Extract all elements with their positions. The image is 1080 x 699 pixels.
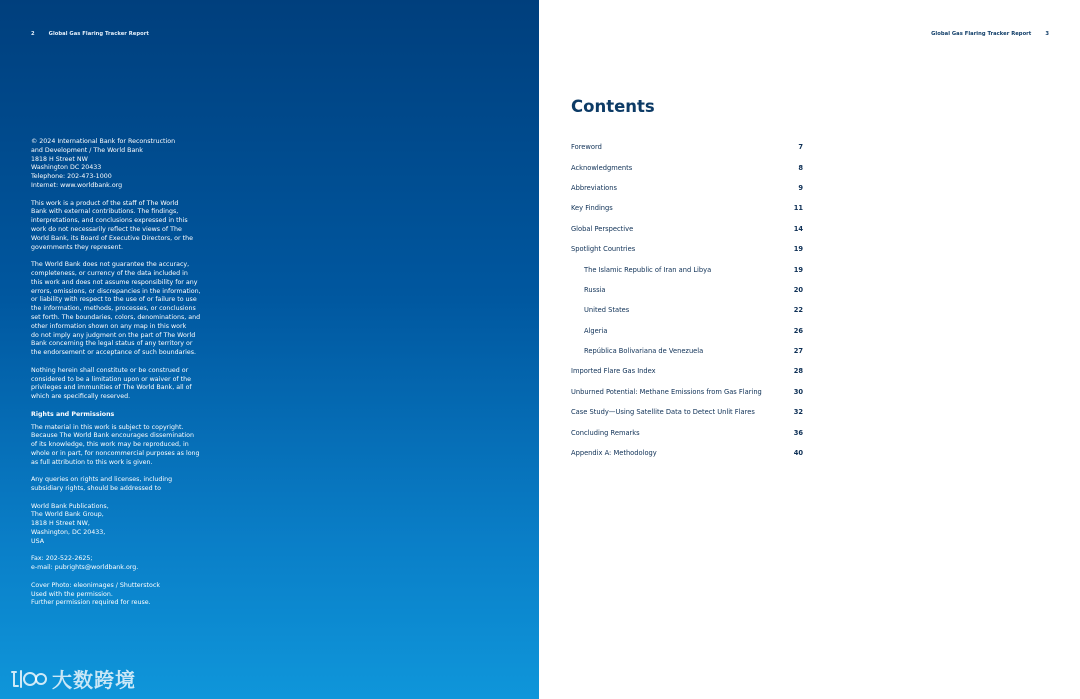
publications-address: World Bank Publications, The World Bank Group, 1818 H Street NW, Washington, DC 20433, USA — [31, 502, 109, 545]
toc-entry[interactable] — [571, 402, 803, 422]
watermark-text: 大数跨境 — [52, 668, 136, 692]
left-page-copyright — [0, 0, 539, 699]
left-header-title: Global Gas Flaring Tracker Report — [48, 31, 149, 37]
toc-entry-label: Abbreviations — [571, 183, 617, 192]
toc-entry[interactable] — [571, 178, 803, 198]
toc-entry-label: Acknowledgments — [571, 163, 633, 172]
rights-heading: Rights and Permissions — [31, 410, 115, 418]
left-page-number: 2 — [31, 31, 35, 37]
rights-copyright: The material in this work is subject to copyright. Because The World Bank encourages dissemination of its knowledge, this work may be reproduced, in whole or in part, for noncommercial purposes as long as full attribution to this work is given. — [31, 423, 200, 466]
toc-entry[interactable] — [571, 300, 803, 320]
copyright-block — [31, 138, 221, 617]
toc-entry-page: 32 — [793, 408, 803, 417]
toc-entry[interactable] — [571, 219, 803, 239]
toc-entry-page: 11 — [793, 204, 803, 213]
toc-entry-page: 27 — [793, 347, 803, 356]
toc-entry-label: The Islamic Republic of Iran and Libya — [584, 265, 712, 274]
disclaimer-immunities: Nothing herein shall constitute or be construed or considered to be a limitation upon or waiver of the privileges and immunities of The World Bank, all of which are specifically reserved. — [31, 366, 192, 401]
toc-entry[interactable] — [571, 321, 803, 341]
toc-entry[interactable] — [571, 198, 803, 218]
toc-entry-page: 28 — [793, 367, 803, 376]
toc-entry-label: Global Perspective — [571, 224, 634, 233]
rights-queries: Any queries on rights and licenses, including subsidiary rights, should be addressed to — [31, 476, 173, 493]
table-of-contents — [571, 137, 803, 463]
toc-entry-page: 9 — [798, 183, 803, 192]
right-page-number: 3 — [1045, 31, 1049, 37]
contents-title: Contents — [571, 97, 655, 116]
toc-entry-page: 19 — [793, 265, 803, 274]
right-header-title: Global Gas Flaring Tracker Report — [931, 31, 1032, 37]
toc-entry-label: Foreword — [571, 143, 602, 152]
right-running-header — [931, 31, 1049, 37]
toc-entry-label: Concluding Remarks — [571, 428, 640, 437]
toc-entry-label: Case Study—Using Satellite Data to Detect Unlit Flares — [571, 408, 755, 417]
toc-entry-page: 19 — [793, 245, 803, 254]
toc-entry-label: United States — [584, 306, 630, 315]
toc-entry[interactable] — [571, 422, 803, 442]
tbb-logo-icon — [8, 668, 48, 690]
toc-entry-page: 36 — [793, 428, 803, 437]
toc-entry[interactable] — [571, 341, 803, 361]
toc-entry[interactable] — [571, 280, 803, 300]
toc-entry-page: 30 — [793, 387, 803, 396]
toc-entry-label: Algeria — [584, 326, 608, 335]
toc-entry[interactable] — [571, 137, 803, 157]
disclaimer-accuracy: The World Bank does not guarantee the accuracy, completeness, or currency of the data included in this work and does not assume responsibility for any errors, omissions, or discrepancies in the information, or liability with respect to the use of or failure to use the information, methods, processes, or conclusions set forth. The boundaries, colors, denominations, and other information shown on any map in this work do not imply any judgment on the part of The World Bank concerning the legal status of any territory or the endorsement or acceptance of such boundaries. — [31, 261, 201, 357]
watermark — [8, 664, 136, 693]
toc-entry[interactable] — [571, 443, 803, 463]
toc-entry[interactable] — [571, 157, 803, 177]
toc-entry-label: Russia — [584, 285, 606, 294]
toc-entry[interactable] — [571, 259, 803, 279]
toc-entry-label: Imported Flare Gas Index — [571, 367, 656, 376]
toc-entry-page: 8 — [798, 163, 803, 172]
toc-entry-label: Unburned Potential: Methane Emissions from Gas Flaring — [571, 387, 762, 396]
toc-entry[interactable] — [571, 239, 803, 259]
copyright-address: © 2024 International Bank for Reconstruction and Development / The World Bank 1818 H Street NW Washington DC 20433 Telephone: 202-473-1000 Internet: www.worldbank.org — [31, 138, 176, 189]
toc-entry-page: 7 — [798, 143, 803, 152]
cover-photo-credit: Cover Photo: eleonimages / Shutterstock Used with the permission. Further permission required for reuse. — [31, 581, 160, 607]
fax-email: Fax: 202-522-2625; e-mail: pubrights@worldbank.org. — [31, 555, 139, 572]
toc-entry-label: República Bolivariana de Venezuela — [584, 347, 704, 356]
toc-entry-label: Spotlight Countries — [571, 245, 636, 254]
toc-entry-page: 22 — [793, 306, 803, 315]
toc-entry[interactable] — [571, 361, 803, 381]
left-running-header — [31, 31, 149, 37]
toc-entry-label: Key Findings — [571, 204, 613, 213]
toc-entry-page: 20 — [793, 285, 803, 294]
toc-entry-page: 14 — [793, 224, 803, 233]
right-page-contents — [539, 0, 1080, 699]
toc-entry-label: Appendix A: Methodology — [571, 449, 657, 458]
toc-entry-page: 26 — [793, 326, 803, 335]
toc-entry-page: 40 — [793, 449, 803, 458]
disclaimer-views: This work is a product of the staff of The World Bank with external contributions. The findings, interpretations, and conclusions expressed in this work do not necessarily reflect the views of The World Bank, its Board of Executive Directors, or the governments they represent. — [31, 199, 193, 251]
toc-entry[interactable] — [571, 382, 803, 402]
